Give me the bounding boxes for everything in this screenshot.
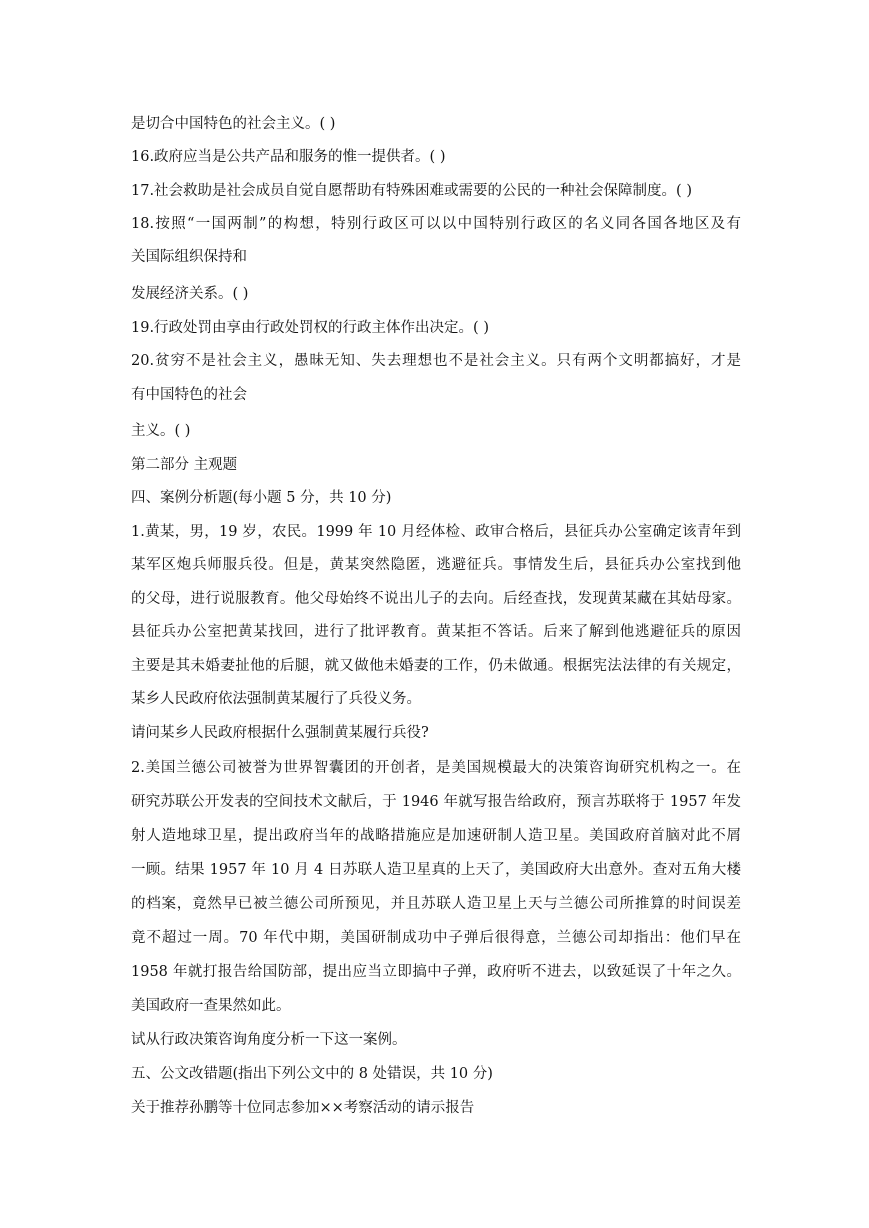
text-line: 县征兵办公室把黄某找回，进行了批评教育。黄某拒不答话。后来了解到他逃避征兵的原因 [131, 624, 741, 640]
text-line: 一顾。结果 1957 年 10 月 4 日苏联人造卫星真的上天了，美国政府大出意外。查对五角大楼 [131, 862, 741, 878]
text-line: 发展经济关系。( ) [131, 286, 249, 302]
text-line: 16.政府应当是公共产品和服务的惟一提供者。( ) [131, 149, 446, 165]
text-line: 的父母，进行说服教育。他父母始终不说出儿子的去向。后经查找，发现黄某藏在其姑母家。 [131, 591, 741, 607]
text-line: 某军区炮兵师服兵役。但是，黄某突然隐匿，逃避征兵。事情发生后，县征兵办公室找到他 [131, 557, 741, 573]
text-line: 竟不超过一周。70 年代中期，美国研制成功中子弹后很得意，兰德公司却指出：他们早在 [131, 930, 741, 946]
text-line: 20.贫穷不是社会主义，愚昧无知、失去理想也不是社会主义。只有两个文明都搞好，才是 [131, 353, 741, 369]
text-line: 美国政府一查果然如此。 [131, 998, 291, 1014]
question-line: 请问某乡人民政府根据什么强制黄某履行兵役? [131, 725, 429, 741]
text-line: 射人造地球卫星，提出政府当年的战略措施应是加速研制人造卫星。美国政府首脑对此不屑 [131, 828, 741, 844]
section-heading: 四、案例分析题(每小题 5 分，共 10 分) [131, 490, 392, 506]
text-line: 主义。( ) [131, 423, 191, 439]
text-line: 是切合中国特色的社会主义。( ) [131, 116, 336, 132]
section-heading: 五、公文改错题(指出下列公文中的 8 处错误，共 10 分) [131, 1066, 493, 1082]
document-title: 关于推荐孙鹏等十位同志参加××考察活动的请示报告 [131, 1100, 475, 1116]
text-line: 19.行政处罚由享由行政处罚权的行政主体作出决定。( ) [131, 320, 489, 336]
text-line: 关国际组织保持和 [131, 249, 247, 265]
text-line: 的档案，竟然早已被兰德公司所预见，并且苏联人造卫星上天与兰德公司所推算的时间误差 [131, 896, 741, 912]
text-line: 18.按照“一国两制”的构想，特别行政区可以以中国特别行政区的名义同各国各地区及有 [131, 216, 741, 232]
text-line: 1958 年就打报告给国防部，提出应当立即搞中子弹，政府听不进去，以致延误了十年之久。 [131, 964, 741, 980]
text-line: 某乡人民政府依法强制黄某履行了兵役义务。 [131, 691, 421, 707]
text-line: 2.美国兰德公司被誉为世界智囊团的开创者，是美国规模最大的决策咨询研究机构之一。在 [131, 760, 741, 776]
text-line: 有中国特色的社会 [131, 387, 247, 403]
text-line: 主要是其未婚妻扯他的后腿，就又做他未婚妻的工作，仍未做通。根据宪法法律的有关规定， [131, 658, 741, 674]
text-line: 研究苏联公开发表的空间技术文献后，于 1946 年就写报告给政府，预言苏联将于 1957 年发 [131, 794, 741, 810]
text-line: 17.社会救助是社会成员自觉自愿帮助有特殊困难或需要的公民的一种社会保障制度。( ) [131, 183, 692, 199]
question-line: 试从行政决策咨询角度分析一下这一案例。 [131, 1032, 407, 1048]
text-line: 1.黄某，男，19 岁，农民。1999 年 10 月经体检、政审合格后，县征兵办公室确定该青年到 [131, 524, 741, 540]
section-heading: 第二部分 主观题 [131, 457, 238, 473]
